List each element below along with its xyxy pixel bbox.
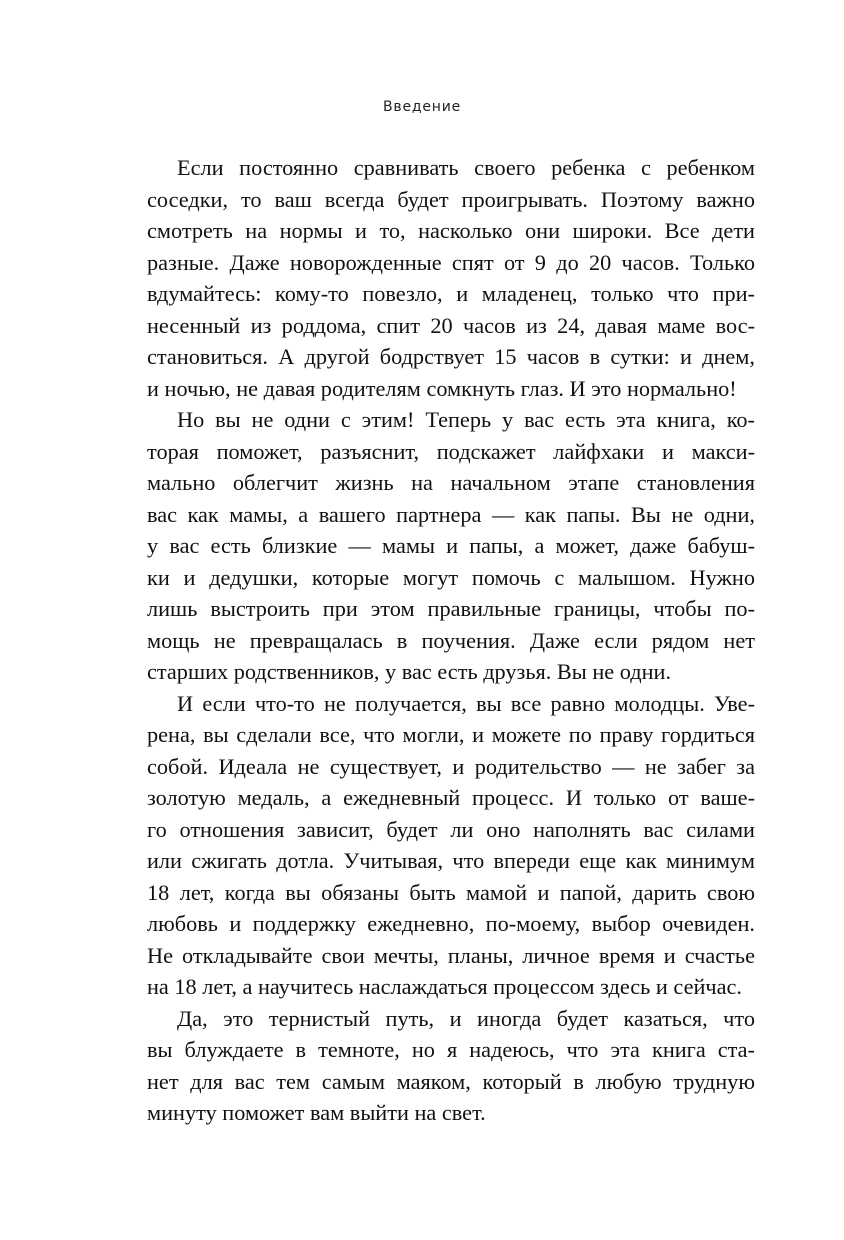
text-line: 18 лет, когда вы обязаны быть мамой и папой, дарить свою [147, 879, 755, 905]
text-line: минуту поможет вам выйти на свет. [147, 1100, 486, 1125]
text-line: Но вы не одни с этим! Теперь у вас есть эта книга, ко- [177, 407, 755, 432]
text-line: и ночью, не давая родителям сомкнуть глаз. И это нормально! [147, 375, 737, 401]
text-line: вы блуждаете в темноте, но я надеюсь, что эта книга ста- [147, 1037, 755, 1062]
text-line: собой. Идеала не существует, и родительство — не забег за [147, 753, 755, 779]
text-line: старших родственников, у вас есть друзья. Вы не одни. [147, 659, 672, 684]
text-line: вдумайтесь: кому-то повезло, и младенец, только что при- [147, 281, 755, 306]
running-head-title: Введение [382, 99, 462, 115]
text-line: го отношения зависит, будет ли оно наполнять вас силами [147, 816, 755, 842]
text-line: становиться. А другой бодрствует 15 часов в сутки: и днем, [147, 344, 755, 369]
text-line: торая поможет, разъяснит, подскажет лайфхаки и макси- [147, 438, 755, 464]
text-line: золотую медаль, а ежедневный процесс. И только от ваше- [147, 785, 755, 810]
text-line: любовь и поддержку ежедневно, по-моему, выбор очевиден. [147, 911, 755, 936]
text-line: смотреть на нормы и то, насколько они широки. Все дети [147, 218, 755, 243]
body-text [147, 152, 755, 1129]
text-line: соседки, то ваш всегда будет проигрывать. Поэтому важно [147, 186, 755, 212]
text-line: мощь не превращалась в поучения. Даже если рядом нет [147, 627, 755, 653]
text-line: И если что-то не получается, вы все равно молодцы. Уве- [177, 690, 755, 716]
text-line: лишь выстроить при этом правильные границы, чтобы по- [147, 596, 755, 621]
text-line: Если постоянно сравнивать своего ребенка с ребенком [177, 155, 755, 180]
text-line: ки и дедушки, которые могут помочь с малышом. Нужно [147, 564, 755, 590]
text-line: или сжигать дотла. Учитывая, что впереди еще как минимум [147, 848, 755, 873]
paragraph-4 [147, 1003, 755, 1129]
text-line: мально облегчит жизнь на начальном этапе становления [147, 470, 755, 495]
paragraph-3 [147, 688, 755, 1003]
text-line: разные. Даже новорожденные спят от 9 до 20 часов. Только [147, 249, 755, 275]
text-line: несенный из роддома, спит 20 часов из 24, давая маме вос- [147, 312, 755, 338]
paragraph-1 [147, 152, 755, 404]
paragraph-2 [147, 404, 755, 688]
text-line: нет для вас тем самым маяком, который в любую трудную [147, 1068, 755, 1094]
text-line: вас как мамы, а вашего партнера — как папы. Вы не одни, [147, 501, 755, 527]
text-line: Не откладывайте свои мечты, планы, личное время и счастье [147, 942, 755, 968]
text-line: у вас есть близкие — мамы и папы, а может, даже бабуш- [147, 533, 755, 558]
text-line: Да, это тернистый путь, и иногда будет казаться, что [177, 1005, 755, 1031]
text-line: на 18 лет, а научитесь наслаждаться процессом здесь и сейчас. [147, 974, 743, 999]
text-line: рена, вы сделали все, что могли, и можете по праву гордиться [147, 722, 755, 747]
